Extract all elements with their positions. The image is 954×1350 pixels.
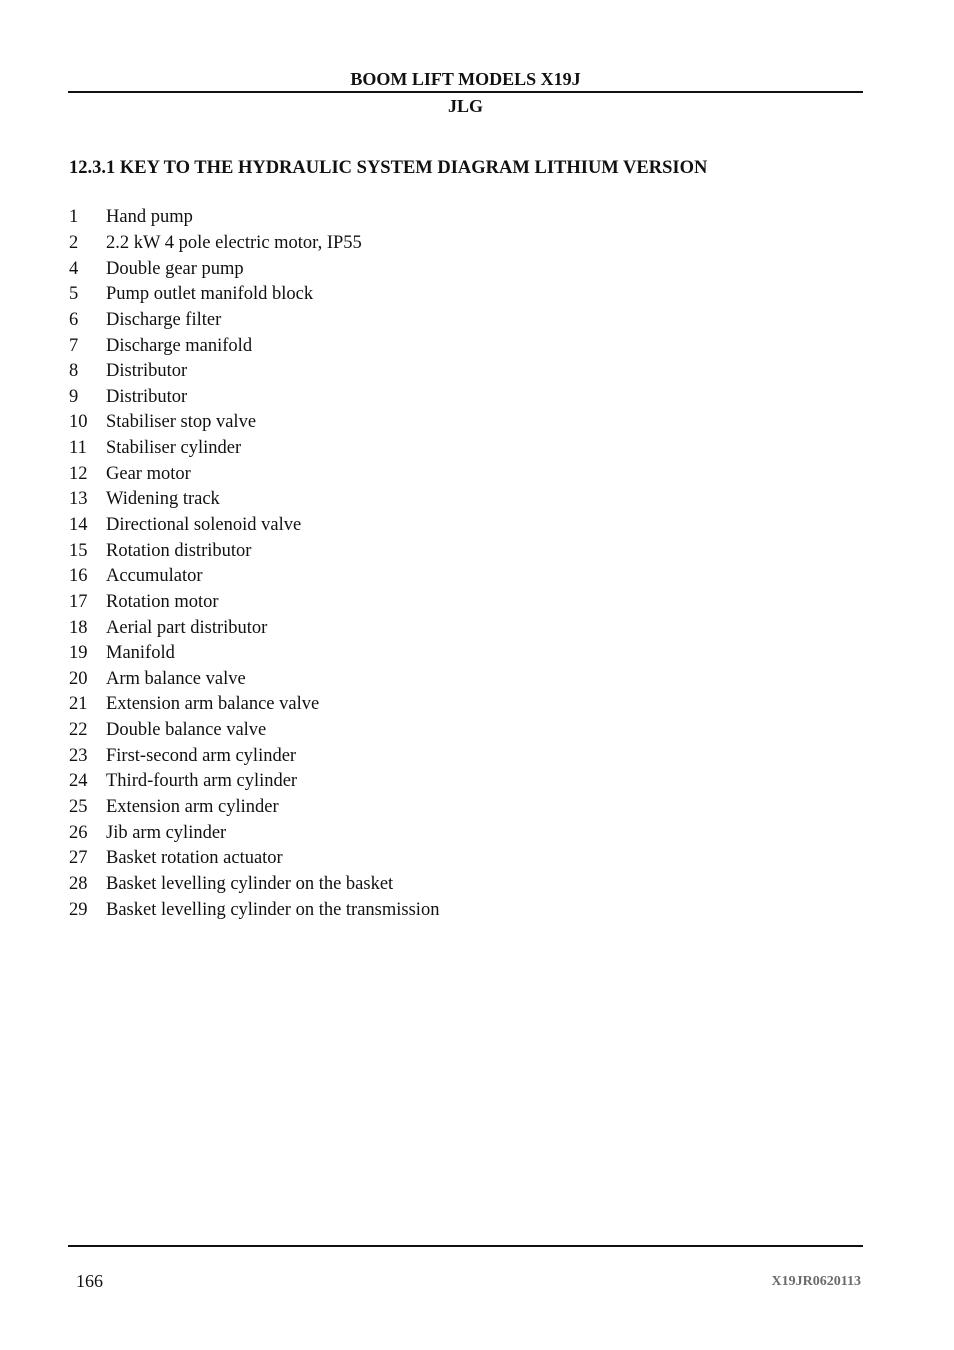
header-divider <box>68 91 863 93</box>
key-item-number: 9 <box>69 386 79 407</box>
key-item-label: Rotation motor <box>106 591 219 612</box>
footer-divider <box>68 1245 863 1247</box>
key-list-item <box>69 615 439 641</box>
key-list-item <box>69 846 439 872</box>
key-list-item <box>69 641 439 667</box>
key-item-number: 1 <box>69 207 79 228</box>
key-item-label: Stabiliser cylinder <box>106 438 242 459</box>
key-list-item <box>69 410 439 436</box>
key-list-item <box>69 308 439 334</box>
key-item-label: First-second arm cylinder <box>106 745 297 766</box>
key-item-label: Hand pump <box>106 207 193 228</box>
key-item-number: 26 <box>69 822 88 843</box>
key-list-item <box>69 538 439 564</box>
key-list-item <box>69 795 439 821</box>
key-list-item <box>69 256 439 282</box>
key-item-label: Extension arm balance valve <box>106 694 320 715</box>
key-list-item <box>69 897 439 923</box>
key-list-item <box>69 282 439 308</box>
key-item-label: Rotation distributor <box>106 540 252 561</box>
key-item-label: Jib arm cylinder <box>106 822 227 843</box>
key-item-label: Manifold <box>106 643 175 664</box>
key-item-label: Basket levelling cylinder on the basket <box>106 873 394 894</box>
key-item-number: 20 <box>69 668 88 689</box>
key-item-number: 7 <box>69 335 79 356</box>
key-item-number: 22 <box>69 720 88 741</box>
key-item-label: Accumulator <box>106 566 203 587</box>
key-list-item <box>69 692 439 718</box>
key-item-label: Widening track <box>106 489 220 510</box>
page-number: 166 <box>76 1271 103 1291</box>
key-item-label: Basket rotation actuator <box>106 848 283 869</box>
key-list-item <box>69 359 439 385</box>
key-item-number: 28 <box>69 873 88 894</box>
key-list-item <box>69 461 439 487</box>
key-list-item <box>69 590 439 616</box>
key-list <box>69 205 439 923</box>
key-item-label: Arm balance valve <box>106 668 246 689</box>
key-list-item <box>69 743 439 769</box>
key-item-label: Directional solenoid valve <box>106 515 302 535</box>
key-item-number: 16 <box>69 566 88 587</box>
key-list-item <box>69 384 439 410</box>
key-item-label: Stabiliser stop valve <box>106 412 257 433</box>
key-item-number: 19 <box>69 643 88 664</box>
key-item-number: 11 <box>69 438 87 459</box>
key-list-item <box>69 513 439 539</box>
key-item-number: 27 <box>69 848 88 869</box>
key-item-number: 12 <box>69 463 88 484</box>
key-list-item <box>69 333 439 359</box>
key-item-number: 4 <box>69 258 79 279</box>
key-item-number: 14 <box>69 515 88 535</box>
key-list-item <box>69 820 439 846</box>
key-item-label: Gear motor <box>106 463 191 484</box>
key-item-label: Extension arm cylinder <box>106 797 279 818</box>
key-item-label: 2.2 kW 4 pole electric motor, IP55 <box>106 232 362 253</box>
key-list-item <box>69 667 439 693</box>
key-item-label: Distributor <box>106 386 188 407</box>
key-item-number: 18 <box>69 617 88 638</box>
key-item-number: 6 <box>69 309 79 330</box>
key-list-item <box>69 718 439 744</box>
key-item-label: Aerial part distributor <box>106 617 268 638</box>
section-heading: 12.3.1 KEY TO THE HYDRAULIC SYSTEM DIAGRAM LITHIUM VERSION <box>69 158 708 178</box>
key-item-number: 21 <box>69 694 88 715</box>
key-item-number: 13 <box>69 489 88 510</box>
key-item-number: 8 <box>69 361 79 382</box>
key-item-number: 25 <box>69 797 88 818</box>
key-item-label: Basket levelling cylinder on the transmission <box>106 899 440 920</box>
key-list-item <box>69 205 439 231</box>
key-item-number: 5 <box>69 284 79 305</box>
key-item-number: 15 <box>69 540 88 561</box>
key-item-number: 29 <box>69 899 88 920</box>
key-item-number: 2 <box>69 232 79 253</box>
document-code: X19JR0620113 <box>771 1274 861 1289</box>
header-brand: JLG <box>447 96 483 116</box>
key-item-label: Double balance valve <box>106 720 267 741</box>
key-list-item <box>69 487 439 513</box>
key-list-item <box>69 231 439 257</box>
key-item-label: Third-fourth arm cylinder <box>106 771 298 792</box>
key-item-label: Double gear pump <box>106 258 244 279</box>
key-item-number: 17 <box>69 591 88 612</box>
key-item-label: Pump outlet manifold block <box>106 284 314 305</box>
header-title: BOOM LIFT MODELS X19J <box>350 69 581 89</box>
key-item-number: 23 <box>69 745 88 766</box>
key-item-label: Discharge filter <box>106 309 222 330</box>
key-item-number: 10 <box>69 412 88 433</box>
key-list-item <box>69 436 439 462</box>
key-list-item <box>69 769 439 795</box>
key-list-item <box>69 564 439 590</box>
key-item-number: 24 <box>69 771 88 792</box>
key-item-label: Discharge manifold <box>106 335 253 356</box>
key-list-item <box>69 872 439 898</box>
key-item-label: Distributor <box>106 361 188 382</box>
